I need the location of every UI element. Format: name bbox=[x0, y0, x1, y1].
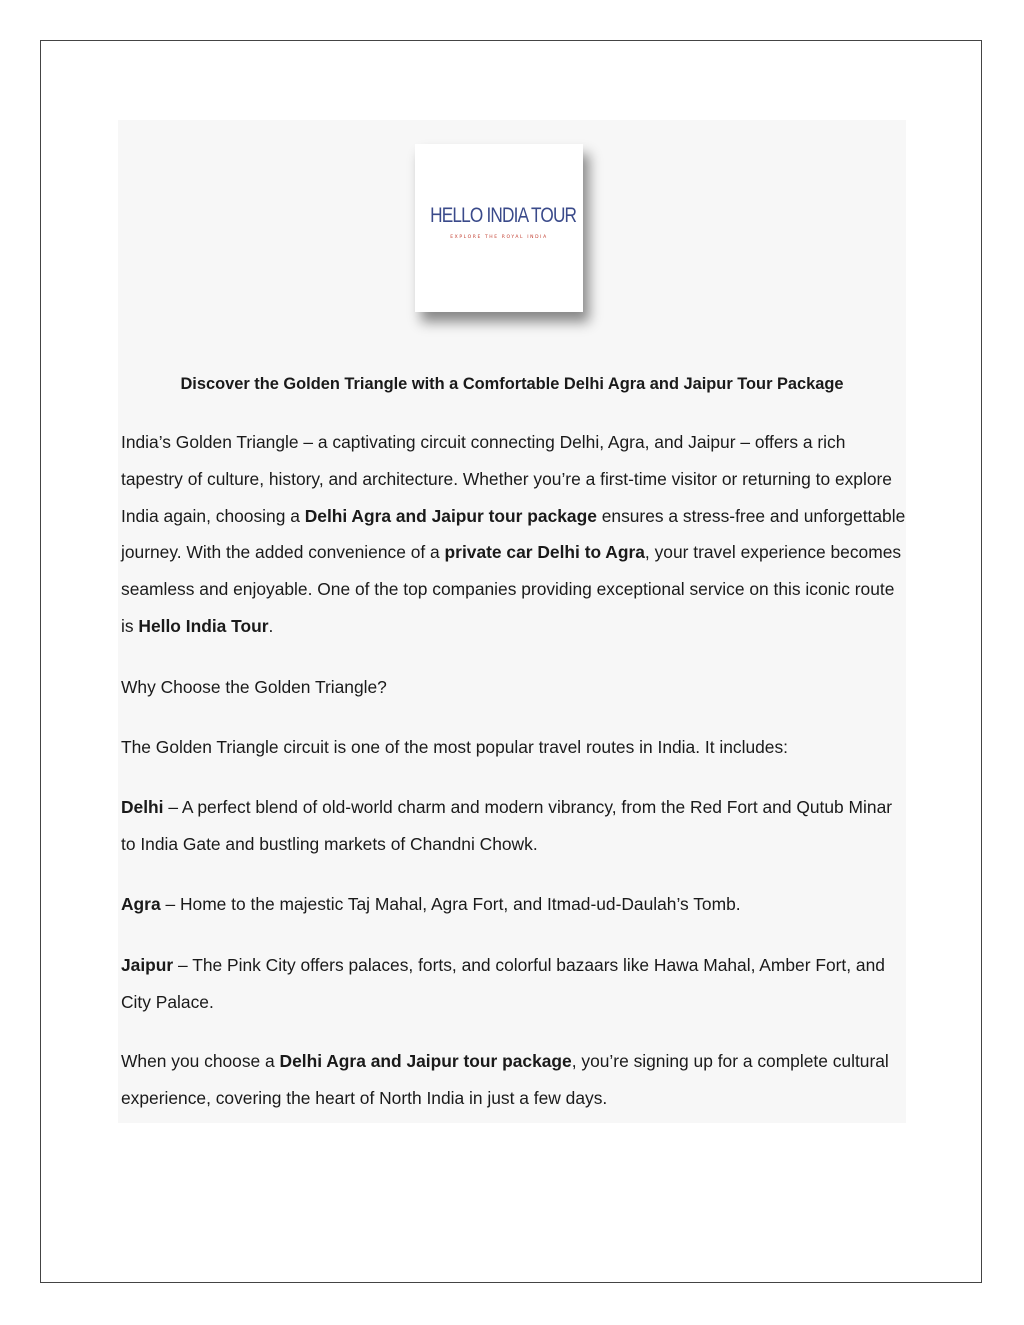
city-name: Jaipur bbox=[121, 955, 174, 975]
logo-tagline: EXPLORE THE ROYAL INDIA bbox=[450, 235, 548, 240]
company-logo bbox=[415, 144, 583, 312]
why-heading: Why Choose the Golden Triangle? bbox=[121, 677, 387, 697]
city-name: Delhi bbox=[121, 797, 164, 817]
logo-wordmark: HELLO INDIA TOUR bbox=[430, 204, 577, 227]
city-name: Agra bbox=[121, 894, 161, 914]
closing-text-1: When you choose a bbox=[121, 1051, 280, 1071]
city-item-agra bbox=[121, 886, 911, 923]
intro-text-1: India’s Golden Triangle – a captivating circuit connecting Delhi, Agra, and Jaipur – offers a rich tapestry of culture, history, and architecture. Whether you’re a first-time visitor or returning to explore India again, choosing a bbox=[121, 432, 892, 526]
city-item-jaipur bbox=[121, 947, 911, 1021]
closing-bold-1: Delhi Agra and Jaipur tour package bbox=[279, 1051, 572, 1071]
intro-paragraph bbox=[121, 424, 911, 645]
city-desc: – The Pink City offers palaces, forts, and colorful bazaars like Hawa Mahal, Amber Fort, and City Palace. bbox=[121, 955, 885, 1012]
intro-text-3: , your travel experience becomes seamless and enjoyable. One of the top companies providing exceptional service on this iconic route is bbox=[121, 542, 902, 636]
circuit-intro: The Golden Triangle circuit is one of the most popular travel routes in India. It includes: bbox=[121, 737, 788, 757]
closing-paragraph bbox=[121, 1043, 911, 1117]
city-desc: – A perfect blend of old-world charm and modern vibrancy, from the Red Fort and Qutub Minar to India Gate and bustling markets of Chandni Chowk. bbox=[121, 797, 893, 854]
intro-bold-1: Delhi Agra and Jaipur tour package bbox=[304, 505, 597, 526]
intro-bold-2: private car Delhi to Agra bbox=[444, 542, 645, 563]
intro-text-4: . bbox=[268, 615, 274, 636]
intro-text-2: ensures a stress-free and unforgettable journey. With the added convenience of a bbox=[121, 505, 906, 563]
page-title: Discover the Golden Triangle with a Comfortable Delhi Agra and Jaipur Tour Package bbox=[180, 375, 844, 393]
intro-bold-3: Hello India Tour bbox=[138, 615, 269, 636]
city-desc: – Home to the majestic Taj Mahal, Agra Fort, and Itmad-ud-Daulah’s Tomb. bbox=[160, 894, 741, 914]
city-item-delhi bbox=[121, 789, 911, 863]
closing-text-2: , you’re signing up for a complete cultural experience, covering the heart of North India in just a few days. bbox=[121, 1051, 889, 1108]
